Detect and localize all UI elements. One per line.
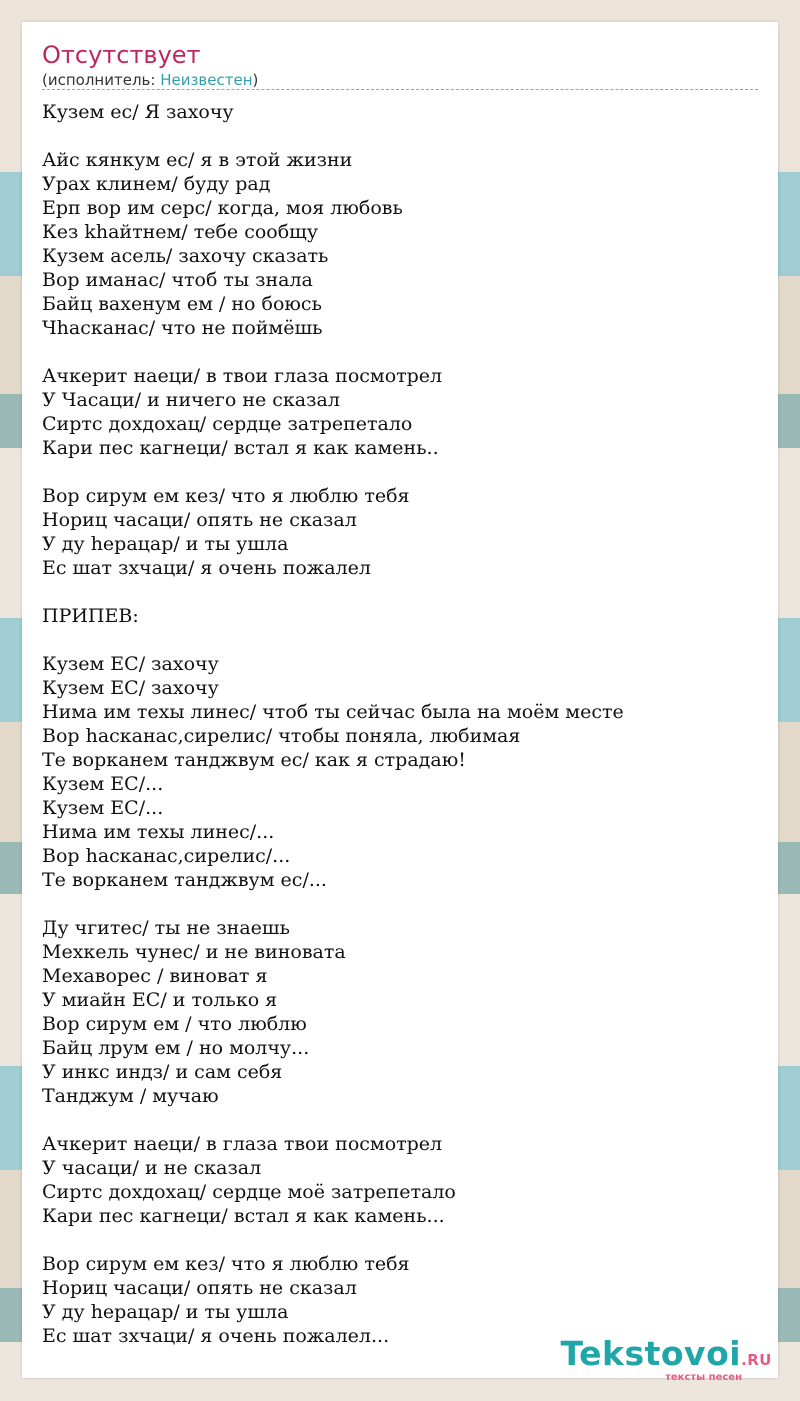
artist-line: [42, 70, 258, 90]
lyric-line: Вор сирум ем кез/ что я люблю тебя: [42, 1253, 410, 1275]
lyric-line: Вор сирум ем / что люблю: [42, 1013, 307, 1035]
logo-tagline: тексты песен: [665, 1372, 742, 1383]
lyric-line: Те ворканем танджвум ес/...: [42, 869, 327, 891]
lyric-blank-line: [42, 628, 624, 652]
lyric-line: Вор сирум ем кез/ что я люблю тебя: [42, 485, 410, 507]
lyric-line: Байц вахенум ем / но боюсь: [42, 293, 322, 315]
lyric-line: Вор иманас/ чтоб ты знала: [42, 269, 313, 291]
lyric-line: Ес шат зхчаци/ я очень пожалел...: [42, 1325, 390, 1347]
artist-link[interactable]: Неизвестен: [160, 71, 253, 89]
lyric-line: Айс кянкум ес/ я в этой жизни: [42, 149, 353, 171]
site-logo[interactable]: [561, 1336, 772, 1383]
lyric-line: Кез khайтнем/ тебе сообщу: [42, 221, 319, 243]
song-title: Отсутствует: [42, 41, 201, 69]
lyric-line: У Часаци/ и ничего не сказал: [42, 389, 340, 411]
lyric-blank-line: [42, 1108, 624, 1132]
lyric-line: Ачкерит наеци/ в глаза твои посмотрел: [42, 1133, 443, 1155]
lyric-line: Сиртс дохдохац/ сердце затрепетало: [42, 413, 413, 435]
lyric-blank-line: [42, 892, 624, 916]
lyric-line: Нориц часаци/ опять не сказал: [42, 509, 357, 531]
logo-tld: .RU: [741, 1351, 772, 1369]
lyric-line: Кузем ес/ Я захочу: [42, 101, 234, 123]
lyric-line: Сиртс дохдохац/ сердце моё затрепетало: [42, 1181, 456, 1203]
lyric-line: У ду hерацар/ и ты ушла: [42, 533, 289, 555]
lyric-line: Ачкерит наеци/ в твои глаза посмотрел: [42, 365, 443, 387]
lyric-line: Вор hасканас,сирелис/ чтобы поняла, любимая: [42, 725, 521, 747]
lyric-line: Байц лрум ем / но молчу...: [42, 1037, 310, 1059]
lyric-line: Кузем ЕС/ захочу: [42, 677, 219, 699]
lyric-line: У ду hерацар/ и ты ушла: [42, 1301, 289, 1323]
lyric-blank-line: [42, 340, 624, 364]
lyric-line: Танджум / мучаю: [42, 1085, 219, 1107]
lyric-line: Ес шат зхчаци/ я очень пожалел: [42, 557, 371, 579]
lyric-line: У часаци/ и не сказал: [42, 1157, 262, 1179]
lyric-blank-line: [42, 124, 624, 148]
lyrics-text: [42, 100, 624, 1348]
lyric-line: Кари пес кагнеци/ встал я как камень...: [42, 1205, 445, 1227]
lyric-line: Нориц часаци/ опять не сказал: [42, 1277, 357, 1299]
artist-prefix: (исполнитель:: [42, 71, 161, 89]
lyric-line: ПРИПЕВ:: [42, 605, 139, 627]
lyric-line: Мехкель чунес/ и не виновата: [42, 941, 346, 963]
lyric-blank-line: [42, 460, 624, 484]
lyric-blank-line: [42, 580, 624, 604]
logo-name: Tekstovoi: [560, 1334, 742, 1373]
lyric-line: Кузем ЕС/...: [42, 797, 164, 819]
lyric-line: Нима им техы линес/ чтоб ты сейчас была на моём месте: [42, 701, 624, 723]
lyric-line: Ерп вор им серс/ когда, моя любовь: [42, 197, 403, 219]
lyric-line: Нима им техы линес/...: [42, 821, 275, 843]
lyric-line: Урах клинем/ буду рад: [42, 173, 271, 195]
lyric-line: Те ворканем танджвум ес/ как я страдаю!: [42, 749, 466, 771]
lyric-line: Мехаворес / виноват я: [42, 965, 268, 987]
lyric-line: Вор hасканас,сирелис/...: [42, 845, 291, 867]
divider: [42, 89, 758, 90]
lyric-line: У миайн ЕС/ и только я: [42, 989, 278, 1011]
lyric-line: Ду чгитес/ ты не знаешь: [42, 917, 290, 939]
lyrics-card: [22, 22, 778, 1378]
lyric-line: Кузем ЕС/...: [42, 773, 164, 795]
lyric-line: У инкс индз/ и сам себя: [42, 1061, 283, 1083]
lyric-blank-line: [42, 1228, 624, 1252]
lyric-line: Кари пес кагнеци/ встал я как камень..: [42, 437, 439, 459]
lyric-line: Кузем асель/ захочу сказать: [42, 245, 329, 267]
lyric-line: Чhасканас/ что не поймёшь: [42, 317, 323, 339]
artist-suffix: ): [252, 71, 259, 89]
lyric-line: Кузем ЕС/ захочу: [42, 653, 219, 675]
